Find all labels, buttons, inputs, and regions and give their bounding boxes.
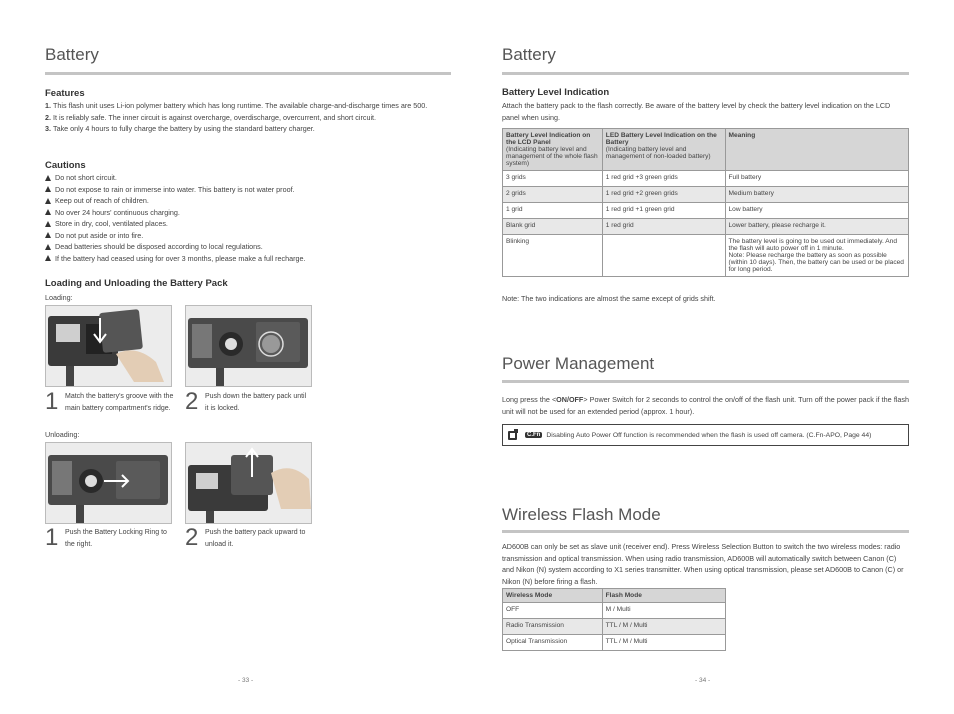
- table-cell: 1 grid: [503, 203, 603, 219]
- unload-step2-number: 2: [185, 524, 199, 551]
- list-item: 1. This flash unit uses Li-ion polymer battery which has long runtime. The available charge-and-discharge times are 500.: [45, 101, 428, 110]
- table-cell: Full battery: [725, 171, 909, 187]
- table-row: [503, 619, 726, 635]
- warning-icon: [45, 198, 51, 204]
- list-item: 3. Take only 4 hours to fully charge the battery by using the standard battery charger.: [45, 124, 315, 133]
- page-number: - 33 -: [238, 677, 254, 684]
- right-page: [502, 0, 909, 714]
- load-step1-number: 1: [45, 388, 59, 415]
- list-item: Keep out of reach of children.: [45, 195, 451, 207]
- table-cell: 1 red grid +3 green grids: [602, 171, 725, 187]
- list-item: If the battery had ceased using for over 3 months, please make a full recharge.: [45, 253, 451, 265]
- table-cell: 1 red grid: [602, 219, 725, 235]
- title-rule: [45, 72, 451, 75]
- wireless-mode-table: [502, 588, 726, 651]
- page-title: Battery: [502, 45, 556, 64]
- cfn-text: Disabling Auto Power Off function is recommended when the flash is used off camera. (C.Fn-APO, Page 44): [546, 431, 872, 439]
- table-row: [503, 171, 909, 187]
- list-item: Store in dry, cool, ventilated places.: [45, 218, 451, 230]
- level-intro: Attach the battery pack to the flash correctly. Be aware of the battery level by check the battery level indication on the LCD panel when using.: [502, 101, 891, 122]
- warning-icon: [45, 221, 51, 227]
- unload-step1-text: Push the Battery Locking Ring to the right.: [65, 529, 167, 548]
- table-cell: Blinking: [503, 235, 603, 277]
- table-row: [503, 219, 909, 235]
- table-cell: M / Multi: [602, 603, 725, 619]
- table-row: [503, 203, 909, 219]
- page-number: - 34 -: [695, 677, 711, 684]
- table-header-cell: Meaning: [725, 129, 909, 171]
- table-cell: The battery level is going to be used out immediately. And the flash will auto power off in 1 minute. Note: Please recharge the battery as soon as possible (within 10 days). Then, the battery can be used or be placed for long period.: [725, 235, 909, 277]
- table-row: [503, 235, 909, 277]
- table-header-row: [503, 129, 909, 171]
- table-cell: [602, 235, 725, 277]
- load-step1-text: Match the battery's groove with the main battery compartment's ridge.: [65, 393, 174, 412]
- warning-icon: [45, 186, 51, 192]
- warning-icon: [45, 244, 51, 250]
- table-cell: 1 red grid +2 green grids: [602, 187, 725, 203]
- list-item: No over 24 hours' continuous charging.: [45, 207, 451, 219]
- loading-step1-photo: [45, 305, 172, 387]
- wireless-text: AD600B can only be set as slave unit (receiver end). Press Wireless Selection Button to switch the two wireless modes: radio transmission and optical transmission. When using radio transmission, AD600B will automatically switch between Canon (C) and Nikon (N) system according to X1 series transmitter. When using optical transmission, please set AD600B to Canon (C) or Nikon (N) before firing a flash.: [502, 542, 904, 586]
- wireless-title: Wireless Flash Mode: [502, 505, 661, 524]
- table-cell: Radio Transmission: [503, 619, 603, 635]
- power-text: Long press the <ON/OFF> Power Switch for 2 seconds to control the on/off of the flash unit. Turn off the power pack if the flash unit will not be used for an extended period (approx. 1 hour).: [502, 395, 909, 416]
- title-rule: [502, 380, 909, 383]
- unloading-step2-photo: [185, 442, 312, 524]
- list-item: Do not put aside or into fire.: [45, 230, 451, 242]
- features-list: [45, 100, 451, 135]
- list-item: Do not expose to rain or immerse into water. This battery is not water proof.: [45, 184, 451, 196]
- table-cell: TTL / M / Multi: [602, 635, 725, 651]
- table-cell: OFF: [503, 603, 603, 619]
- title-rule: [502, 530, 909, 533]
- table-cell: Medium battery: [725, 187, 909, 203]
- page-title: Battery: [45, 45, 99, 64]
- list-item: Dead batteries should be disposed according to local regulations.: [45, 241, 451, 253]
- table-cell: Low battery: [725, 203, 909, 219]
- unload-step1-number: 1: [45, 524, 59, 551]
- table-cell: Lower battery, please recharge it.: [725, 219, 909, 235]
- left-page: [45, 0, 451, 714]
- warning-icon: [45, 209, 51, 215]
- table-cell: TTL / M / Multi: [602, 619, 725, 635]
- warning-icon: [45, 232, 51, 238]
- loading-label: Loading:: [45, 293, 73, 302]
- table-row: [503, 603, 726, 619]
- loading-heading: Loading and Unloading the Battery Pack: [45, 278, 228, 289]
- table-cell: Blank grid: [503, 219, 603, 235]
- cautions-list: [45, 172, 451, 264]
- list-item: Do not short circuit.: [45, 172, 451, 184]
- table-row: [503, 635, 726, 651]
- unloading-label: Unloading:: [45, 430, 80, 439]
- table-cell: 1 red grid +1 green grid: [602, 203, 725, 219]
- power-title: Power Management: [502, 354, 655, 373]
- table-cell: Optical Transmission: [503, 635, 603, 651]
- cautions-heading: Cautions: [45, 160, 86, 171]
- features-heading: Features: [45, 88, 85, 99]
- unload-step2-text: Push the battery pack upward to unload it.: [205, 529, 306, 548]
- load-step2-text: Push down the battery pack until it is locked.: [205, 393, 307, 412]
- unloading-step1-photo: [45, 442, 172, 524]
- table-header-cell: LED Battery Level Indication on the Battery (Indicating battery level and management of non-loaded battery): [602, 129, 725, 171]
- level-note: Note: The two indications are almost the same except of grids shift.: [502, 294, 716, 303]
- table-header-cell: Battery Level Indication on the LCD Panel (Indicating battery level and management of the whole flash system): [503, 129, 603, 171]
- table-cell: 3 grids: [503, 171, 603, 187]
- table-header-cell: Flash Mode: [602, 589, 725, 603]
- cfn-note: [502, 424, 909, 446]
- table-header-cell: Wireless Mode: [503, 589, 603, 603]
- loading-step2-photo: [185, 305, 312, 387]
- battery-level-table: [502, 128, 909, 277]
- title-rule: [502, 72, 909, 75]
- note-icon: [507, 429, 519, 441]
- list-item: 2. It is reliably safe. The inner circuit is against overcharge, overdischarge, overcurrent, and short circuit.: [45, 112, 377, 122]
- level-heading: Battery Level Indication: [502, 87, 610, 98]
- table-row: [503, 187, 909, 203]
- cfn-badge: C.Fn: [527, 432, 541, 438]
- table-cell: 2 grids: [503, 187, 603, 203]
- load-step2-number: 2: [185, 388, 199, 415]
- warning-icon: [45, 255, 51, 261]
- table-header-row: [503, 589, 726, 603]
- warning-icon: [45, 175, 51, 181]
